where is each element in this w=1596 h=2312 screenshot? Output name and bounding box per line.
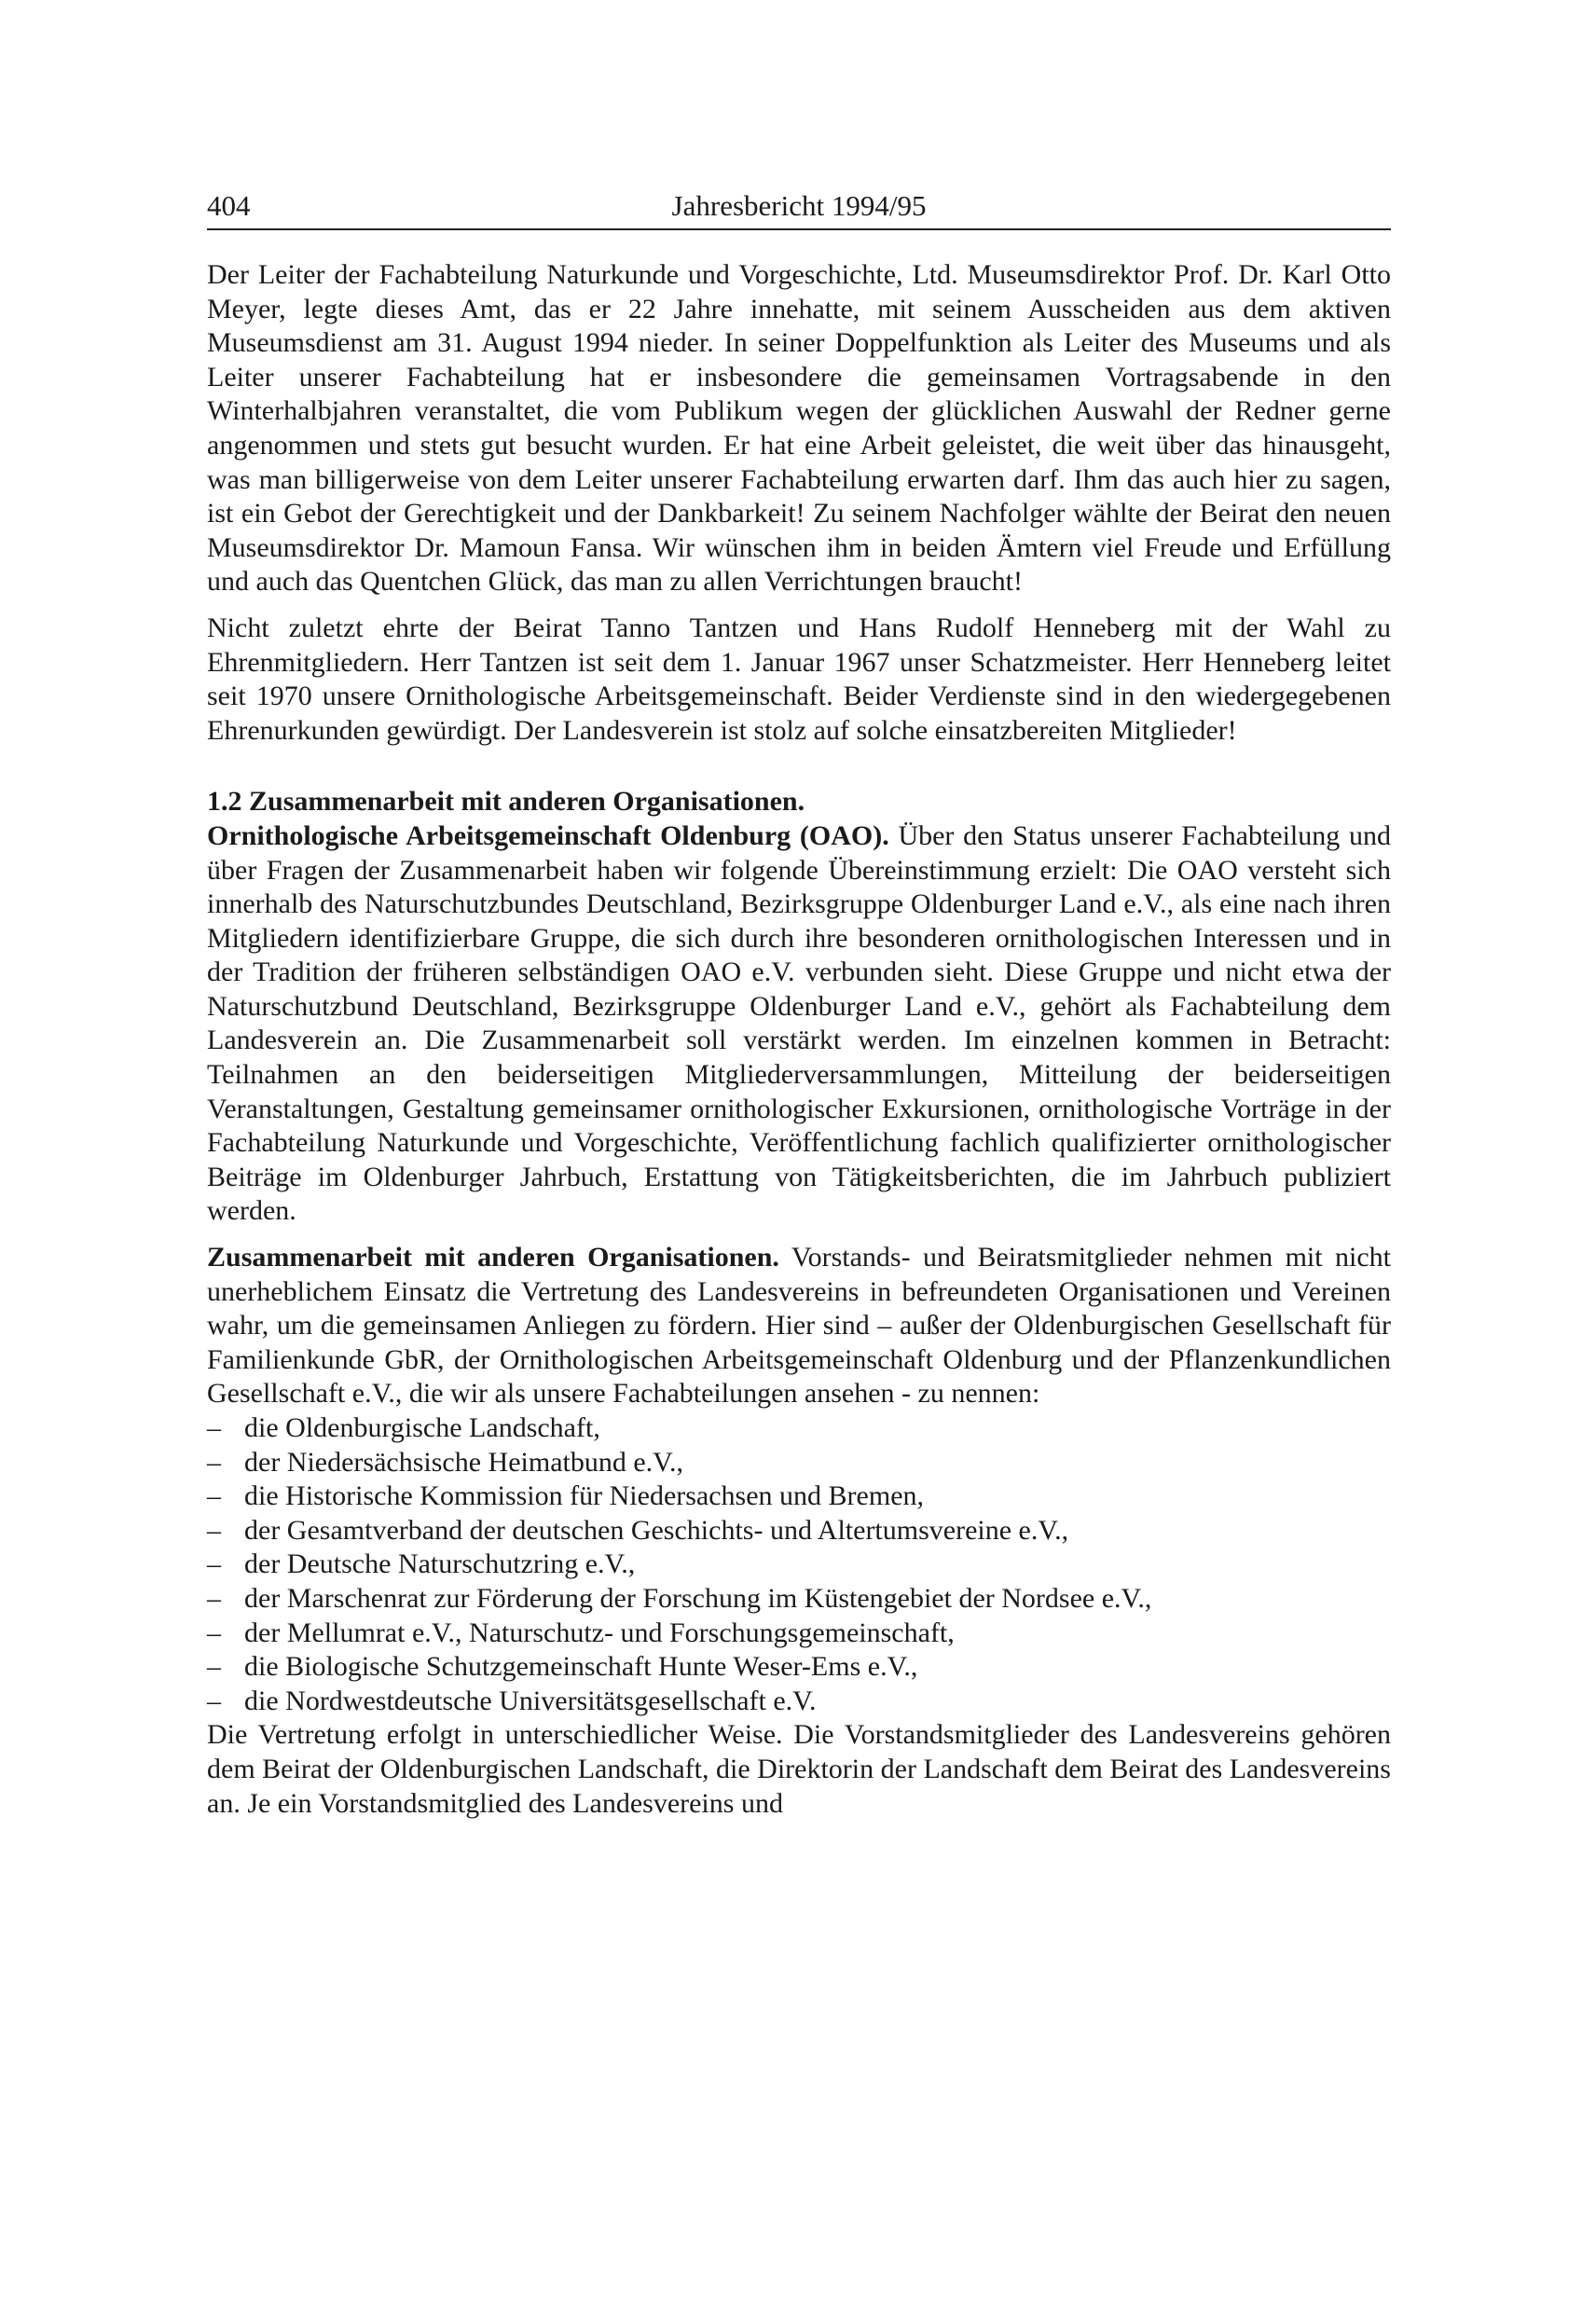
- running-title: Jahresbericht 1994/95: [671, 189, 927, 222]
- list-dash: –: [207, 1514, 221, 1546]
- paragraph-cooperation-lead: Zusammenarbeit mit anderen Organisationen.: [207, 1242, 779, 1273]
- list-item: [207, 1650, 1391, 1685]
- list-item: [207, 1446, 1391, 1480]
- list-item: [207, 1479, 1391, 1514]
- list-item: [207, 1411, 1391, 1446]
- list-item: [207, 1617, 1391, 1651]
- list-item-text: die Nordwestdeutsche Universitätsgesellschaft e.V.: [244, 1685, 817, 1716]
- paragraph-meyer: Der Leiter der Fachabteilung Naturkunde und Vorgeschichte, Ltd. Museumsdirektor Prof. Dr. Karl Otto Meyer, legte dieses Amt, das er 22 Jahre innehatte, mit seinem Ausscheiden aus dem aktiven Museumsdienst am 31. August 1994 nieder. In seiner Doppelfunktion als Leiter des Museums und als Leiter unserer Fachabteilung hat er insbesondere die gemeinsamen Vortragsabende in den Winterhalbjahren veranstaltet, die vom Publikum wegen der glücklichen Auswahl der Redner gerne angenommen und stets gut besucht wurden. Er hat eine Arbeit geleistet, die weit über das hinausgeht, was man billigerweise von dem Leiter unserer Fachabteilung erwarten darf. Ihm das auch hier zu sagen, ist ein Gebot der Gerechtigkeit und der Dankbarkeit! Zu seinem Nachfolger wählte der Beirat den neuen Museumsdirektor Dr. Mamoun Fansa. Wir wünschen ihm in beiden Ämtern viel Freude und Erfüllung und auch das Quentchen Glück, das man zu allen Verrichtungen braucht!: [207, 259, 1391, 598]
- list-item-text: der Deutsche Naturschutzring e.V.,: [244, 1548, 636, 1580]
- list-item-text: der Mellumrat e.V., Naturschutz- und Forschungsgemeinschaft,: [244, 1617, 955, 1648]
- list-item-text: der Marschenrat zur Förderung der Forschung im Küstengebiet der Nordsee e.V.,: [244, 1582, 1152, 1614]
- page-number: 404: [207, 189, 251, 222]
- list-item-text: die Biologische Schutzgemeinschaft Hunte Weser-Ems e.V.,: [244, 1651, 918, 1683]
- paragraph-oao-lead: Ornithologische Arbeitsgemeinschaft Oldenburg (OAO).: [207, 819, 889, 851]
- list-item-text: der Gesamtverband der deutschen Geschichts- und Altertumsvereine e.V.,: [244, 1514, 1069, 1546]
- list-dash: –: [207, 1412, 221, 1443]
- document-page: [207, 182, 1391, 1821]
- paragraph-cooperation-body: Vorstands- und Beiratsmitglieder nehmen mit nicht unerheblichem Einsatz die Vertretung des Landesvereins in befreundeten Organisationen und Vereinen wahr, um die gemeinsamen Anliegen zu fördern. Hier sind – außer der Oldenburgischen Gesellschaft für Familienkunde GbR, der Ornithologischen Arbeitsgemeinschaft Oldenburg und der Pflanzenkundlichen Gesellschaft e.V., die wir als unsere Fachabteilungen ansehen - zu nennen:: [207, 1242, 1391, 1410]
- list-dash: –: [207, 1446, 221, 1478]
- running-header: [207, 182, 1391, 230]
- paragraph-representation: Die Vertretung erfolgt in unterschiedlicher Weise. Die Vorstandsmitglieder des Landesvereins gehören dem Beirat der Oldenburgischen Landschaft, die Direktorin der Landschaft dem Beirat des Landesvereins an. Je ein Vorstandsmitglied des Landesvereins und: [207, 1719, 1391, 1819]
- list-dash: –: [207, 1617, 221, 1648]
- list-dash: –: [207, 1548, 221, 1580]
- list-item-text: der Niedersächsische Heimatbund e.V.,: [244, 1446, 683, 1478]
- list-item-text: die Historische Kommission für Niedersachsen und Bremen,: [244, 1480, 925, 1512]
- list-dash: –: [207, 1582, 221, 1614]
- list-item: [207, 1685, 1391, 1719]
- section-heading: 1.2 Zusammenarbeit mit anderen Organisationen.: [207, 786, 805, 818]
- paragraph-oao: [207, 819, 1391, 1229]
- paragraph-honorary-members: Nicht zuletzt ehrte der Beirat Tanno Tantzen und Hans Rudolf Henneberg mit der Wahl zu Ehrenmitgliedern. Herr Tantzen ist seit dem 1. Januar 1967 unser Schatzmeister. Herr Henneberg leitet seit 1970 unsere Ornithologische Arbeitsgemeinschaft. Beider Verdienste sind in den wiedergegebenen Ehrenurkunden gewürdigt. Der Landesverein ist stolz auf solche einsatzbereiten Mitglieder!: [207, 612, 1391, 746]
- list-dash: –: [207, 1685, 221, 1716]
- list-item-text: die Oldenburgische Landschaft,: [244, 1412, 600, 1443]
- list-dash: –: [207, 1480, 221, 1512]
- body-text: [207, 258, 1391, 1821]
- organization-list: [207, 1411, 1391, 1718]
- list-item: [207, 1514, 1391, 1548]
- paragraph-oao-body: Über den Status unserer Fachabteilung und über Fragen der Zusammenarbeit haben wir folgende Übereinstimmung erzielt: Die OAO versteht sich innerhalb des Naturschutzbundes Deutschland, Bezirksgruppe Oldenburger Land e.V., als eine nach ihren Mitgliedern identifizierbare Gruppe, die sich durch ihre besonderen ornithologischen Interessen und in der Tradition der früheren selbständigen OAO e.V. verbunden sieht. Diese Gruppe und nicht etwa der Naturschutzbund Deutschland, Bezirksgruppe Oldenburger Land e.V., gehört als Fachabteilung dem Landesverein an. Die Zusammenarbeit soll verstärkt werden. Im einzelnen kommen in Betracht: Teilnahmen an den beiderseitigen Mitgliederversammlungen, Mitteilung der beiderseitigen Veranstaltungen, Gestaltung gemeinsamer ornithologischer Exkursionen, ornithologische Vorträge in der Fachabteilung Naturkunde und Vorgeschichte, Veröffentlichung fachlich qualifizierter ornithologischer Beiträge im Oldenburger Jahrbuch, Erstattung von Tätigkeitsberichten, die im Jahrbuch publiziert werden.: [207, 819, 1391, 1227]
- list-dash: –: [207, 1651, 221, 1683]
- list-item: [207, 1582, 1391, 1617]
- list-item: [207, 1548, 1391, 1582]
- paragraph-cooperation: [207, 1241, 1391, 1411]
